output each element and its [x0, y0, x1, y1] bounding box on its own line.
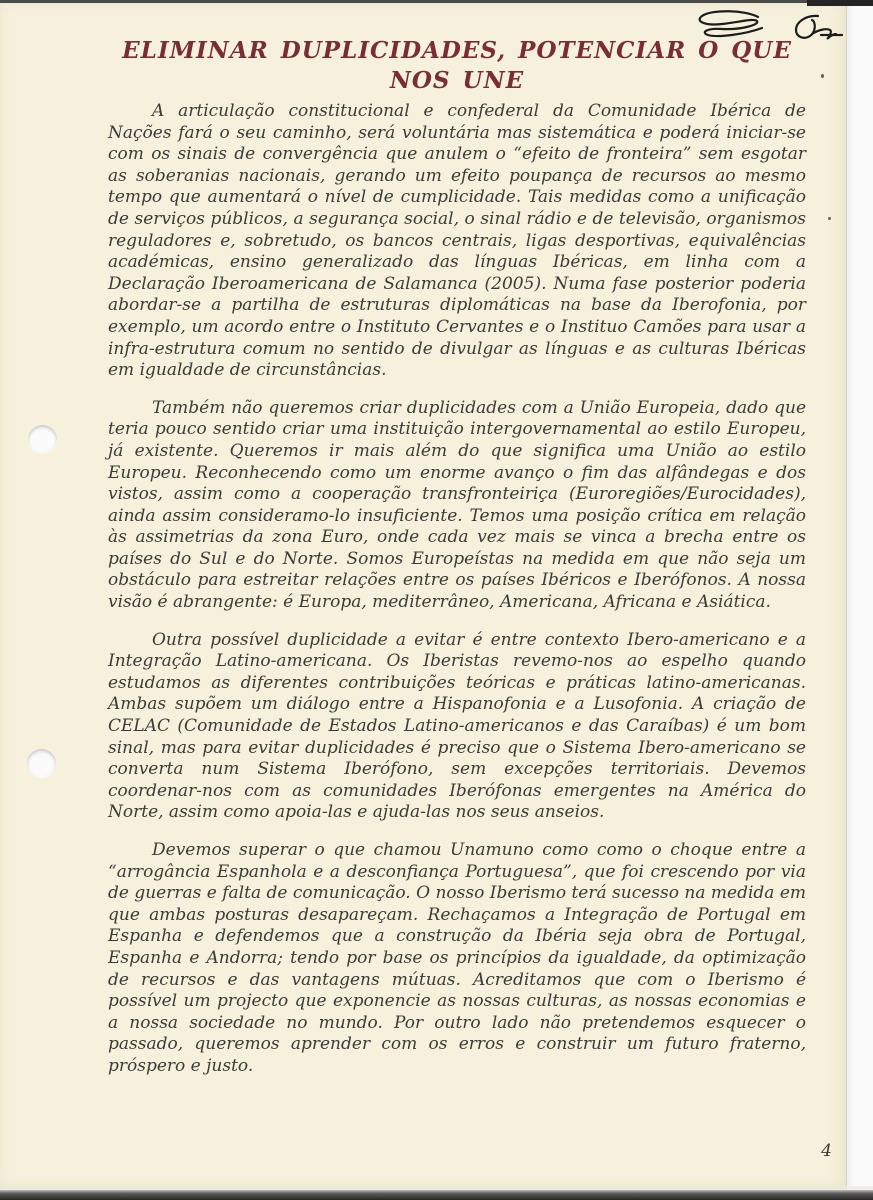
page-title: ELIMINAR DUPLICIDADES, POTENCIAR O QUE NOS UNE — [122, 37, 792, 94]
scan-edge-top — [0, 0, 873, 3]
scan-edge-bottom — [0, 1190, 873, 1200]
ink-speck — [828, 217, 831, 220]
hole-punch-bottom — [27, 749, 56, 777]
paragraph-2: Também não queremos criar duplicidades com a União Europeia, dado que teria pouco sentido criar uma instituição intergovernamental ao estilo Europeu, já existente. Queremos ir mais além do que significa uma União ao estilo Europeu. Reconhecendo como um enorme avanço o fim das alfândegas e dos vistos, assim como a cooperação transfronteiriça (Euroregiões/Eurocidades), ainda assim consideramo-lo insuficiente. Temos uma posição crítica em relação às assimetrias da zona Euro, onde cada vez mais se vinca a brecha entre os países do Sul e do Norte. Somos Europeístas na medida em que não seja um obstáculo para estreitar relações entre os países Ibéricos e Iberófonos. A nossa visão é abrangente: é Europa, mediterrâneo, Americana, Africana e Asiática. — [108, 397, 806, 613]
handwritten-scribble-icon — [694, 8, 766, 42]
scan-edge-top-right — [807, 0, 873, 6]
paragraph-4: Devemos superar o que chamou Unamuno como como o choque entre a “arrogância Espanhola e a desconfiança Portuguesa”, que foi crescendo por via de guerras e falta de comunicação. O nosso Iberismo terá sucesso na medida em que ambas posturas desapareçam. Rechaçamos a Integração de Portugal em Espanha e defendemos que a construção da Ibéria seja obra de Portugal, Espanha e Andorra; tendo por base os princípios da igualdade, da optimização de recursos e das vantagens mútuas. Acreditamos que com o Iberismo é possível um projecto que exponencie as nossas culturas, as nossas economias e a nossa sociedade no mundo. Por outro lado não pretendemos esquecer o passado, queremos aprender com os erros e construir um futuro fraterno, próspero e justo. — [108, 840, 806, 1076]
paper-sheet — [0, 2, 847, 1190]
page-number: 4 — [821, 1141, 832, 1161]
document-body — [108, 101, 806, 1094]
scanner-background-strip — [846, 0, 873, 1200]
ink-speck — [821, 74, 824, 78]
hole-punch-top — [28, 425, 57, 453]
handwritten-initial-icon — [788, 12, 846, 46]
paragraph-3: Outra possível duplicidade a evitar é entre contexto Ibero-americano e a Integração Latino-americana. Os Iberistas revemo-nos ao espelho quando estudamos as diferentes contribuições teóricas e práticas latino-americanas. Ambas supõem um diálogo entre a Hispanofonia e a Lusofonia. A criação de CELAC (Comunidade de Estados Latino-americanos e das Caraíbas) é um bom sinal, mas para evitar duplicidades é preciso que o Sistema Ibero-americano se converta num Sistema Iberófono, sem excepções territoriais. Devemos coordenar-nos com as comunidades Iberófonas emergentes na América do Norte, assim como apoia-las e ajuda-las nos seus anseios. — [108, 629, 806, 823]
paragraph-1: A articulação constitucional e confederal da Comunidade Ibérica de Nações fará o seu caminho, será voluntária mas sistemática e poderá iniciar-se com os sinais de convergência que anulem o “efeito de fronteira” sem esgotar as soberanias nacionais, gerando um efeito poupança de recursos ao mesmo tempo que aumentará o nível de cumplicidade. Tais medidas como a unificação de serviços públicos, a segurança social, o sinal rádio e de televisão, organismos reguladores e, sobretudo, os bancos centrais, ligas desportivas, equivalências académicas, ensino generalizado das línguas Ibéricas, em linha com a Declaração Iberoamericana de Salamanca (2005). Numa fase posterior poderia abordar-se a partilha de estruturas diplomáticas na base da Iberofonia, por exemplo, um acordo entre o Instituto Cervantes e o Instituo Camões para usar a infra-estrutura comum no sentido de divulgar as línguas e as culturas Ibéricas em igualdade de circunstâncias. — [108, 101, 806, 381]
